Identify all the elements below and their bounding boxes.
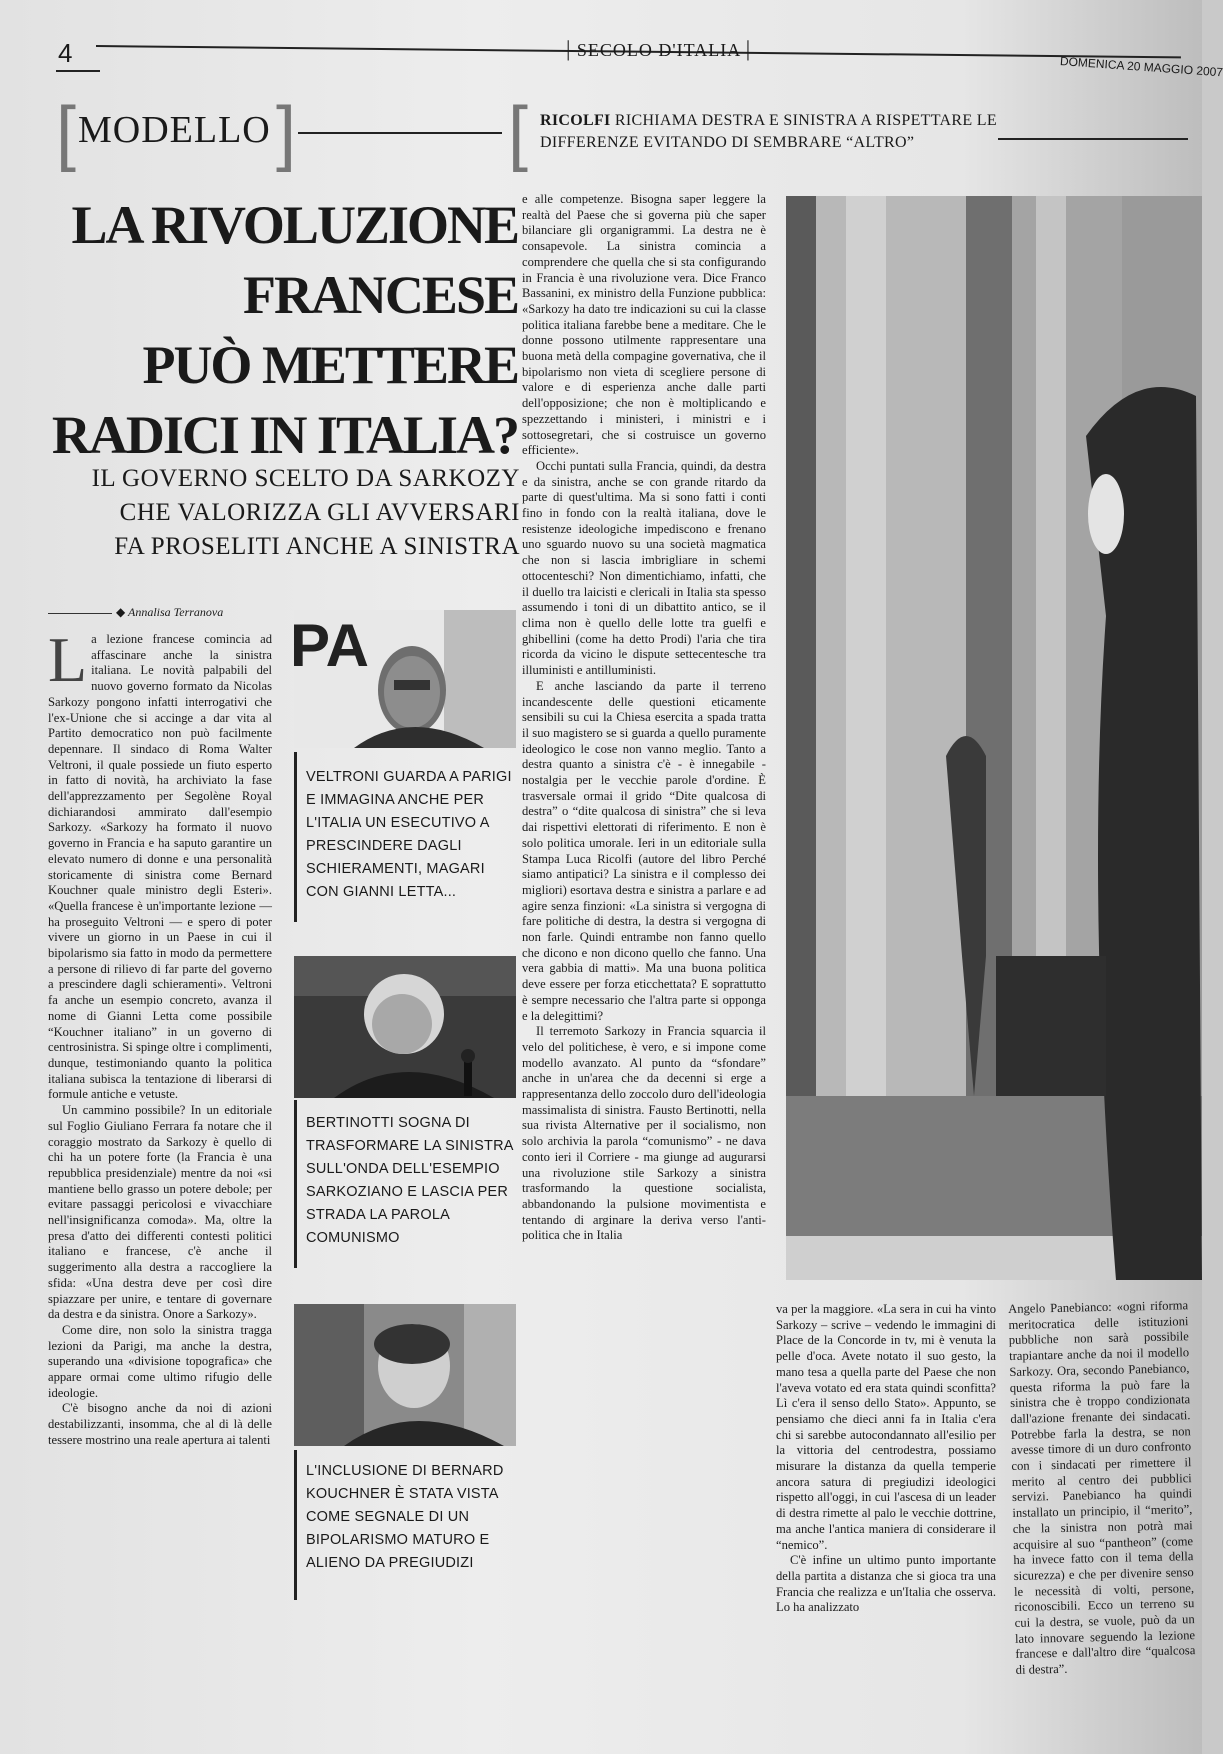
- caption-bar: [294, 1100, 297, 1268]
- headline-line: LA RIVOLUZIONE: [71, 195, 518, 255]
- deck: [40, 462, 520, 564]
- paragraph: C'è bisogno anche da noi di azioni destabilizzanti, insomma, che al di là delle tessere mostrino una reale apertura ai talenti: [48, 1401, 272, 1447]
- paragraph: Occhi puntati sulla Francia, quindi, da destra e da sinistra, anche se con grande ritardo da parte di quest'ultima. Ma si sono fatti i conti fino in fondo con la realtà italiana, dove le resistenze ideologiche impediscono e frenano uno sguardo nuovo su una società magmatica che non si lascia imbrigliare in schemi ottocenteschi? Non dimentichiamo, infatti, che il duello tra laicisti e clericali in Italia sta spesso assumendo i toni di un dibattito antico, se il clima non è quello delle lotte tra guelfi e ghibellini (come ha detto Prodi) l'aria che tira ricorda da vicino le dispute settecentesche tra illuministi e antilluministi.: [522, 458, 766, 678]
- paragraph: Angelo Panebianco: «ogni riforma meritocratica delle istituzioni pubbliche non sarà possibile trapiantare anche da noi il modello Sarkozy. Ora, secondo Panebianco, questa riforma la può fare la sinistra che è troppo condizionata dall'azione frenante dei sindacati. Potrebbe farla la destra, se non avesse timore di un duro confronto con i sindacati per rimettere il merito al centro dei pubblici servizi. Panebianco ha quindi installato un principio, il “merito”, che la sinistra non potrà mai acquisire al suo “pantheon” (come ha invece fatto con il tema della sicurezza) e che per divenire senso le necessità di volti, persone, riconoscibili. Ecco un terreno su cui la destra, se vuole, può da un lato innovare seguendo la lezione francese e dall'altro dire “qualcosa di destra”.: [1008, 1298, 1196, 1678]
- caption-kouchner: L'INCLUSIONE DI BERNARD KOUCHNER È STATA VISTA COME SEGNALE DI UN BIPOLARISMO MATURO E ALIENO DA PREGIUDIZI: [306, 1463, 504, 1571]
- kicker-lead: RICOLFI: [540, 112, 611, 129]
- kicker: [540, 110, 1010, 154]
- deck-line: IL GOVERNO SCELTO DA SARKOZY: [91, 465, 520, 492]
- paragraph: Come dire, non solo la sinistra tragga lezioni da Parigi, ma anche la destra, superando una «divisione topografica» che appare ormai come ultimo rifugio delle ideologie.: [48, 1322, 272, 1400]
- section-label: MODELLO: [78, 109, 271, 151]
- headline-line: PUÒ METTERE: [142, 335, 518, 395]
- article-column-2: [522, 192, 766, 1732]
- paragraph: va per la maggiore. «La sera in cui ha vinto Sarkozy – scrive – vedendo le immagini di Place de la Concorde in tv, mi è venuta la pelle d'oca. Avete notato il suo gesto, la mano tesa a quella parte del Paese che non l'aveva votato ed era stata quindi sconfitta? Lì c'era il senso dello Stato». Appunto, se pensiamo che dieci anni fa in Italia c'era chi si sarebbe autocondannato all'esilio per la vittoria del centrodestra, possiamo misurare la distanza da quella temperie ancora satura di pregiudizi ideologici rispetto all'oggi, in cui l'ascesa di un leader di destra rimette al palo le vecchie dottrine, ma anche l'antica maniera di considerare il “nemico”.: [776, 1302, 996, 1552]
- paragraph: E anche lasciando da parte il terreno incandescente delle questioni eticamente sensibili su cui la Chiesa esercita a spada tratta il suo magistero se si guarda a quello puramente ideologico le cose non vanno meglio. Tanto a destra quanto a sinistra c'è - è innegabile - nostalgia per le vecchie parole d'ordine. È trasversale ormai il grido “Dite qualcosa di destra” o “dite qualcosa di sinistra” che si leva dai rispettivi elettorati di riferimento. E non è solo politica umorale. Ieri in un editoriale sulla Stampa Luca Ricolfi (autore del libro Perché siamo antipatici? La sinistra e il complesso dei migliori) esortava destra e sinistra a parlare e ad agire senza finzioni: «La sinistra si vergogna di fare politiche di destra, la destra si vergogna di non farle. Quindi entrambe non fanno quello che dicono e non dicono quello che fanno. Una vera gabbia di matti». Ma una buona politica deve essere per forza eticchettata? E soprattutto è sempre necessario che l'altra parte si opponga e la delegittimi?: [522, 678, 766, 1023]
- paragraph: Un cammino possibile? In un editoriale sul Foglio Giuliano Ferrara fa notare che il coraggio mostrato da Sarkozy è quello di chi ha un potere forte (la Francia è una repubblica presidenziale) mentre da noi «si mantiene bello grasso un potere debole; per evitare passaggi pericolosi e vivacchiare nell'insignificanza comoda». Ma, oltre la presa d'atto dei differenti contesti politici italiano e francese, c'è anche il suggerimento alla destra a raccogliere la sfida: «Una destra deve per così dire spiazzare per unire, e tentare di governare da destra e da sinistra. Onore a Sarkozy».: [48, 1103, 272, 1322]
- kicker-rule: [998, 138, 1188, 140]
- photo-bertinotti: [294, 956, 516, 1098]
- headline-line: RADICI IN ITALIA?: [51, 405, 518, 465]
- article-column-1: [48, 624, 272, 1722]
- paragraph-text: a lezione francese comincia ad affascinare anche la sinistra italiana. Le novità palpabili del nuovo governo formato da Nicolas Sarkozy pongono infatti interrogativi che l'ex-Unione che si accinge a dar vita al Partito democratico non può facilmente depennare. Il sindaco di Roma Walter Veltroni, il quale possiede un fiuto esperto in fatto di novità, ha archiviato la fase dell'apprezzamento per Segolène Royal dichiarandosi ammirato dall'esempio Sarkozy. «Sarkozy ha formato il nuovo governo in Francia e ha saputo garantire un elevato numero di donne e una personalità storicamente di sinistra come Bernard Kouchner quale ministro degli Esteri». «Quella francese è un'importante lezione — ha proseguito Veltroni — e spero di poter vivere un giorno in un Paese in cui il bipolarismo sia fatto in modo da permettere a persone di rilievo di far parte del governo a prescindere dagli schieramenti». Veltroni fa anche un esempio concreto, avanza il nome di Gianni Letta come possibile “Kouchner italiano” in un governo di centrosinistra. Si spinge oltre i complimenti, dunque, testimoniando quanto la politica italiana subisca la tentazione di liberarsi di formule antiche e vetuste.: [48, 632, 272, 1102]
- photo-kouchner-image: [294, 1304, 516, 1446]
- photo-kouchner: [294, 1304, 516, 1446]
- kicker-text: RICHIAMA DESTRA E SINISTRA A RISPETTARE LE DIFFERENZE EVITANDO DI SEMBRARE “ALTRO”: [540, 112, 997, 151]
- paragraph: e alle competenze. Bisogna saper leggere la realtà del Paese che si governa più che saper bilanciare gli organigrammi. La destra ne è consapevole. La sinistra comincia a comprendere che quella che si sta configurando in Francia è una rivoluzione vera. Dice Franco Bassanini, ex ministro della Funzione pubblica: «Sarkozy ha dato tre indicazioni su cui la classe politica italiana farebbe bene a meditare. Che le donne possono utilmente rappresentare una buona metà della compagine governativa, che il bipolarismo non vieta di scegliere persone di valore e di esperienza anche dalle parti dell'opposizione; che non è moltiplicando e spezzettando i ministeri, i ministri e i sottosegretari, che si costruisce un governo efficiente».: [522, 192, 766, 458]
- photo-veltroni: [290, 610, 516, 748]
- caption-bar: [294, 752, 297, 922]
- deck-line: FA PROSELITI ANCHE A SINISTRA: [114, 533, 520, 560]
- page-number: 4: [58, 38, 73, 68]
- photo-veltroni-image: [290, 610, 516, 748]
- drop-cap: L: [48, 624, 88, 695]
- paragraph: Il terremoto Sarkozy in Francia squarcia il velo del politichese, è vero, e si impone come modello avanzato. Al punto da “sfondare” anche in un'area che da decenni si erge a rappresentanza dello zoccolo duro dell'ideologia massimalista di sinistra. Fausto Bertinotti, nella sua rivista Alternative per il socialismo, non solo archivia la parola “comunismo” - ne dava conto ieri il Corriere - ma giunge ad augurarsi una rivoluzione stile Sarkozy a sinistra trasformando la questione socialista, abbandonando la pulsione movimentista e tentando di arginare la deriva verso l'anti-politica che in Italia: [522, 1024, 766, 1243]
- article-column-4: [1008, 1298, 1197, 1722]
- caption-bar: [294, 1450, 297, 1600]
- section-bracket-left: [: [56, 93, 77, 173]
- kicker-bracket: [: [508, 93, 529, 173]
- headline-line: FRANCESE: [242, 265, 518, 325]
- page-number-rule: [56, 70, 100, 72]
- section-bracket-right: ]: [276, 93, 297, 173]
- dateline: DOMENICA 20 MAGGIO 2007: [1059, 54, 1223, 80]
- svg-text:PA: PA: [290, 612, 369, 679]
- section-rule: [298, 132, 502, 134]
- photo-bertinotti-image: [294, 956, 516, 1098]
- headline: [40, 190, 518, 470]
- paragraph: C'è infine un ultimo punto importante della partita a distanza che si gioca tra una Francia che realizza e un'Italia che osserva. Lo ha analizzato: [776, 1553, 996, 1615]
- byline: ◆ Annalisa Terranova: [48, 605, 223, 620]
- masthead: | SECOLO D'ITALIA |: [566, 36, 752, 61]
- author: Annalisa Terranova: [128, 605, 224, 619]
- caption-veltroni: VELTRONI GUARDA A PARIGI E IMMAGINA ANCHE PER L'ITALIA UN ESECUTIVO A PRESCINDERE DAGLI SCHIERAMENTI, MAGARI CON GIANNI LETTA...: [306, 769, 512, 900]
- paragraph: [48, 624, 272, 1103]
- main-photo-columns: [786, 196, 1202, 1280]
- deck-line: CHE VALORIZZA GLI AVVERSARI: [119, 499, 520, 526]
- masthead-title: SECOLO D'ITALIA: [576, 40, 741, 60]
- main-photo-image: [786, 196, 1202, 1280]
- article-column-3: [776, 1302, 996, 1722]
- caption-bertinotti: BERTINOTTI SOGNA DI TRASFORMARE LA SINISTRA SULL'ONDA DELL'ESEMPIO SARKOZIANO E LASCIA PER STRADA LA PAROLA COMUNISMO: [306, 1115, 513, 1246]
